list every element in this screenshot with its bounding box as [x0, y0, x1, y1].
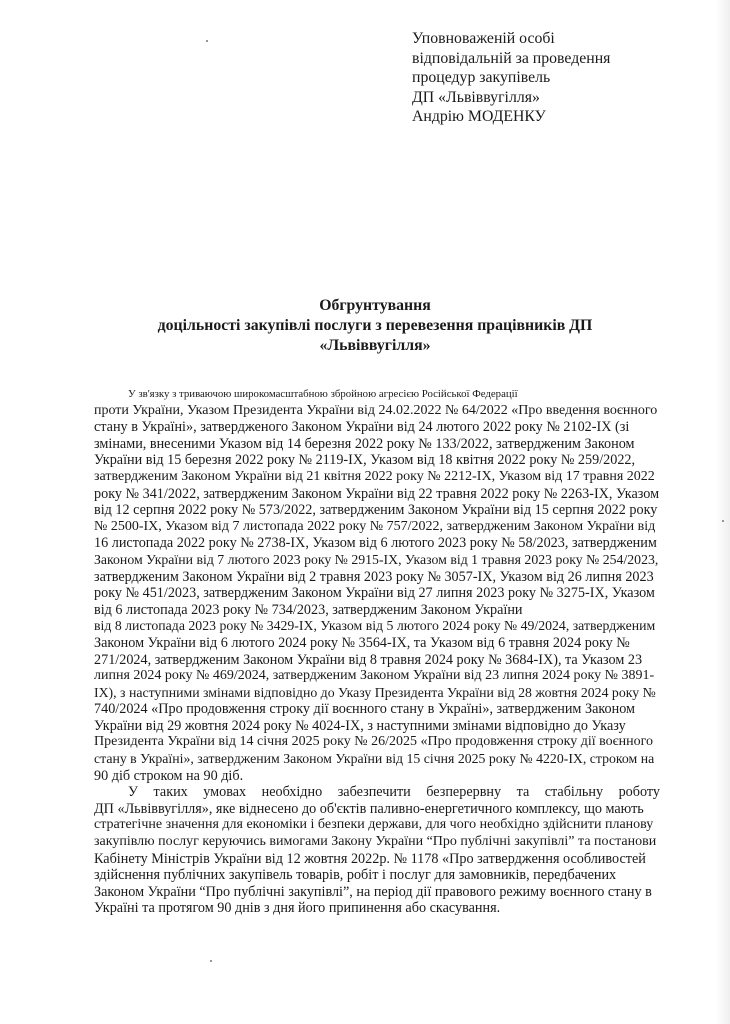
title-line: доцільності закупівлі послуги з перевезення працівників ДП — [157, 317, 593, 334]
paragraph-line: від 12 серпня 2022 року № 573/2022, затвердженим Законом України від 15 серпня 2022 року — [94, 502, 658, 519]
paragraph-line: року № 451/2023, затвердженим Законом України від 27 липня 2023 року № 3275-IX, Указом — [94, 585, 655, 602]
scan-speck — [206, 40, 208, 42]
paragraph-line: Президента України від 14 січня 2025 року № 26/2025 «Про продовження строку дії воєнного — [94, 734, 654, 750]
paragraph-line: Законом України від 7 лютого 2023 року № 2915-IX, Указом від 1 травня 2023 року № 254/2023, — [94, 551, 659, 567]
paragraph-line: закупівлю послуг керуючись вимогами Закону України “Про публічні закупівлі” та постанови — [94, 834, 657, 850]
paragraph-line: Україні та протягом 90 днів з дня його припинення або скасування. — [94, 900, 501, 917]
paragraph-line: № 2500-IX, Указом від 7 листопада 2022 року № 757/2022, затвердженим Законом України від — [94, 518, 656, 534]
paragraph-line: У таких умовах необхідно забезпечити безперервну та стабільну роботу — [128, 784, 660, 801]
paragraph-line: затвердженим Законом України від 2 травня 2023 року № 3057-IX, Указом від 26 липня 2023 — [94, 568, 654, 585]
recipient-line: Андрію МОДЕНКУ — [412, 108, 546, 125]
paragraph-line: стану в Україні», затвердженим Законом України від 15 січня 2025 року № 4220-IX, строком на — [94, 751, 655, 767]
paragraph-line: України від 15 березня 2022 року № 2119-IX, Указом від 18 квітня 2022 року № 259/2022, — [94, 452, 636, 469]
paragraph-line: проти України, Указом Президента України від 24.02.2022 № 64/2022 «Про введення воєнного — [94, 402, 658, 418]
scan-speck — [722, 520, 724, 522]
paragraph-line: здійснення публічних закупівель товарів, робіт і послуг для замовників, передбачених — [94, 867, 617, 884]
paragraph-line: Законом України від 6 лютого 2024 року № 3564-IX, та Указом від 6 травня 2024 року № — [94, 634, 630, 651]
recipient-block — [412, 29, 712, 127]
paragraph-line: Законом України “Про публічні закупівлі”, на період дії правового режиму воєнного стану в — [94, 883, 652, 900]
paragraph-line: 90 діб строком на 90 діб. — [94, 767, 244, 784]
paragraph-line: року № 341/2022, затвердженим Законом України від 22 травня 2022 року № 2263-IX, Указом — [94, 485, 660, 502]
document-title — [95, 296, 655, 356]
recipient-line: Уповноваженій особі — [412, 30, 555, 47]
paragraph-line: 740/2024 «Про продовження строку дії воєнного стану в Україні», затвердженим Законом — [94, 701, 636, 718]
paragraph-line: 16 листопада 2022 року № 2738-IX, Указом від 6 лютого 2023 року № 58/2023, затвердженим — [94, 535, 657, 552]
paragraph-line: липня 2024 року № 469/2024, затвердженим Законом України від 23 липня 2024 року № 3891- — [94, 668, 655, 684]
paragraph-line: затвердженим Законом України від 21 квітня 2022 року № 2212-IX, Указом від 17 травня 2022 — [94, 468, 655, 484]
recipient-line: відповідальній за проведення — [412, 49, 611, 67]
paragraph-line: стратегічне значення для економіки і безпеки держави, для чого необхідно здійснити планову — [94, 817, 654, 833]
paragraph-line: У зв'язку з триваючою широкомасштабною збройною агресією Російської Федерації — [128, 388, 518, 400]
recipient-line: ДП «Львіввугілля» — [412, 88, 540, 106]
title-line: Обгрунтування — [319, 297, 431, 314]
paragraph-line: IX), з наступними змінами відповідно до Указу Президента України від 28 жовтня 2024 року № — [94, 684, 656, 700]
paragraph-line: ДП «Львіввугілля», яке віднесено до об'єктів паливно-енергетичного комплексу, що мають — [94, 800, 644, 817]
paragraph-line: змінами, внесеними Указом від 14 березня 2022 року № 133/2022, затвердженим Законом — [94, 435, 635, 452]
scan-speck — [210, 960, 212, 962]
paragraph-line: стану в Україні», затвердженого Законом України від 24 лютого 2022 року № 2102-IX (зі — [94, 419, 630, 436]
paragraph-line: України від 29 жовтня 2024 року № 4024-IX, з наступними змінами відповідно до Указу — [94, 717, 626, 734]
paragraph-line: Кабінету Міністрів України від 12 жовтня 2022р. № 1178 «Про затвердження особливостей — [94, 850, 646, 867]
paragraph-line: від 8 листопада 2023 року № 3429-IX, Указом від 5 лютого 2024 року № 49/2024, затвердженим — [94, 618, 656, 634]
paragraph-1 — [94, 386, 660, 784]
title-line: «Львіввугілля» — [319, 337, 431, 354]
paragraph-line: від 6 листопада 2023 року № 734/2023, затвердженим Законом України — [94, 601, 523, 618]
paragraph-2 — [94, 784, 660, 917]
recipient-line: процедур закупівель — [412, 69, 551, 86]
document-body — [94, 386, 660, 917]
scan-edge-shadow — [716, 0, 730, 1024]
paragraph-line: 271/2024, затвердженим Законом України від 8 травня 2024 року № 3684-IX), та Указом 23 — [94, 651, 643, 668]
